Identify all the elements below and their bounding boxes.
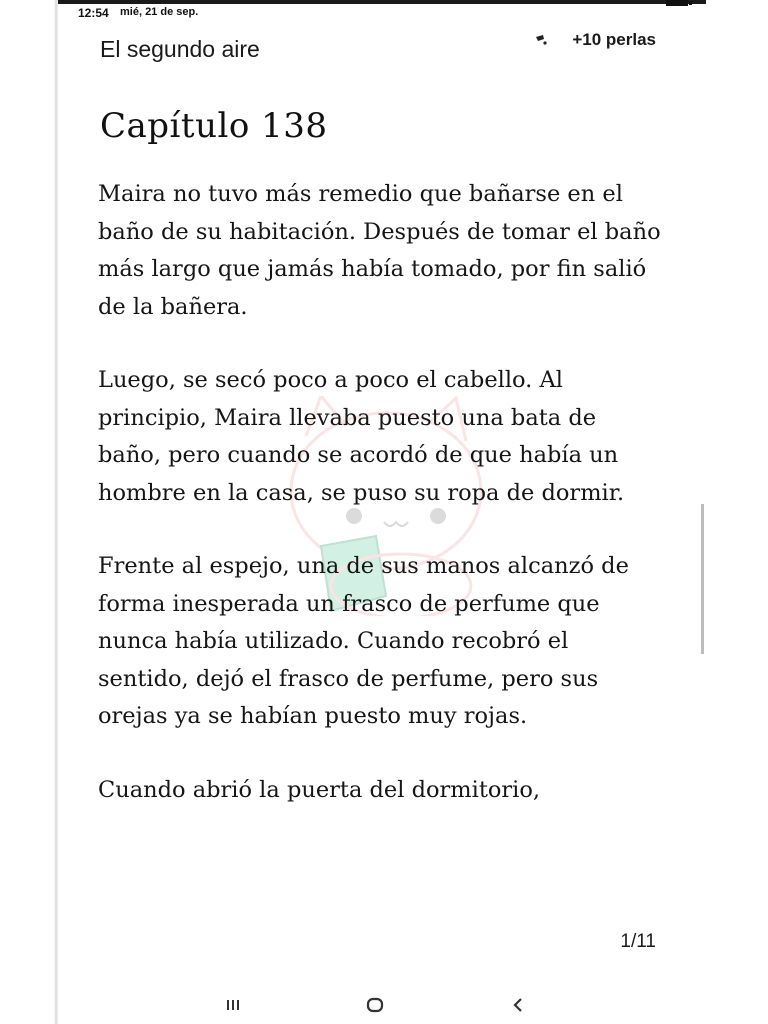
page-indicator: 1/11 <box>620 931 656 952</box>
paragraph: Frente al espejo, una de sus manos alcanzó de forma inesperada un frasco de perfume que nunca había utilizado. Cuando recobró el sentido, dejó el frasco de perfume, pero sus orejas ya se habían puesto muy rojas. <box>98 553 629 729</box>
reward-label: +10 perlas <box>572 30 656 49</box>
battery-icon <box>662 0 698 10</box>
home-button[interactable] <box>360 990 390 1020</box>
status-date: mié, 21 de sep. <box>120 6 199 18</box>
paragraph: Cuando abrió la puerta del dormitorio, <box>98 776 541 803</box>
recents-button[interactable] <box>218 990 248 1020</box>
book-title[interactable]: El segundo aire <box>100 36 260 62</box>
recents-icon <box>225 998 241 1012</box>
device-frame-left <box>0 0 58 1024</box>
paragraph: Luego, se secó poco a poco el cabello. Al principio, Maira llevaba puesto una bata de baño, pero cuando se acordó de que había un hombre en la casa, se puso su ropa de dormir. <box>98 367 625 506</box>
status-icons <box>662 0 698 13</box>
home-icon <box>365 995 385 1015</box>
reward-badge[interactable] <box>534 30 656 50</box>
paragraph: Maira no tuvo más remedio que bañarse en el baño de su habitación. Después de tomar el baño más largo que jamás había tomado, por fin salió de la bañera. <box>98 181 661 320</box>
device-frame-right <box>703 0 768 1024</box>
back-button[interactable] <box>503 990 533 1020</box>
chapter-content <box>98 176 663 845</box>
status-bar <box>78 4 698 24</box>
system-nav-bar <box>58 984 706 1024</box>
reader-screen <box>58 4 706 1024</box>
status-time: 12:54 <box>78 6 109 20</box>
gift-icon <box>534 33 548 47</box>
scrollbar[interactable] <box>701 504 704 654</box>
chapter-title: Capítulo 138 <box>100 106 328 146</box>
back-icon <box>510 996 526 1014</box>
